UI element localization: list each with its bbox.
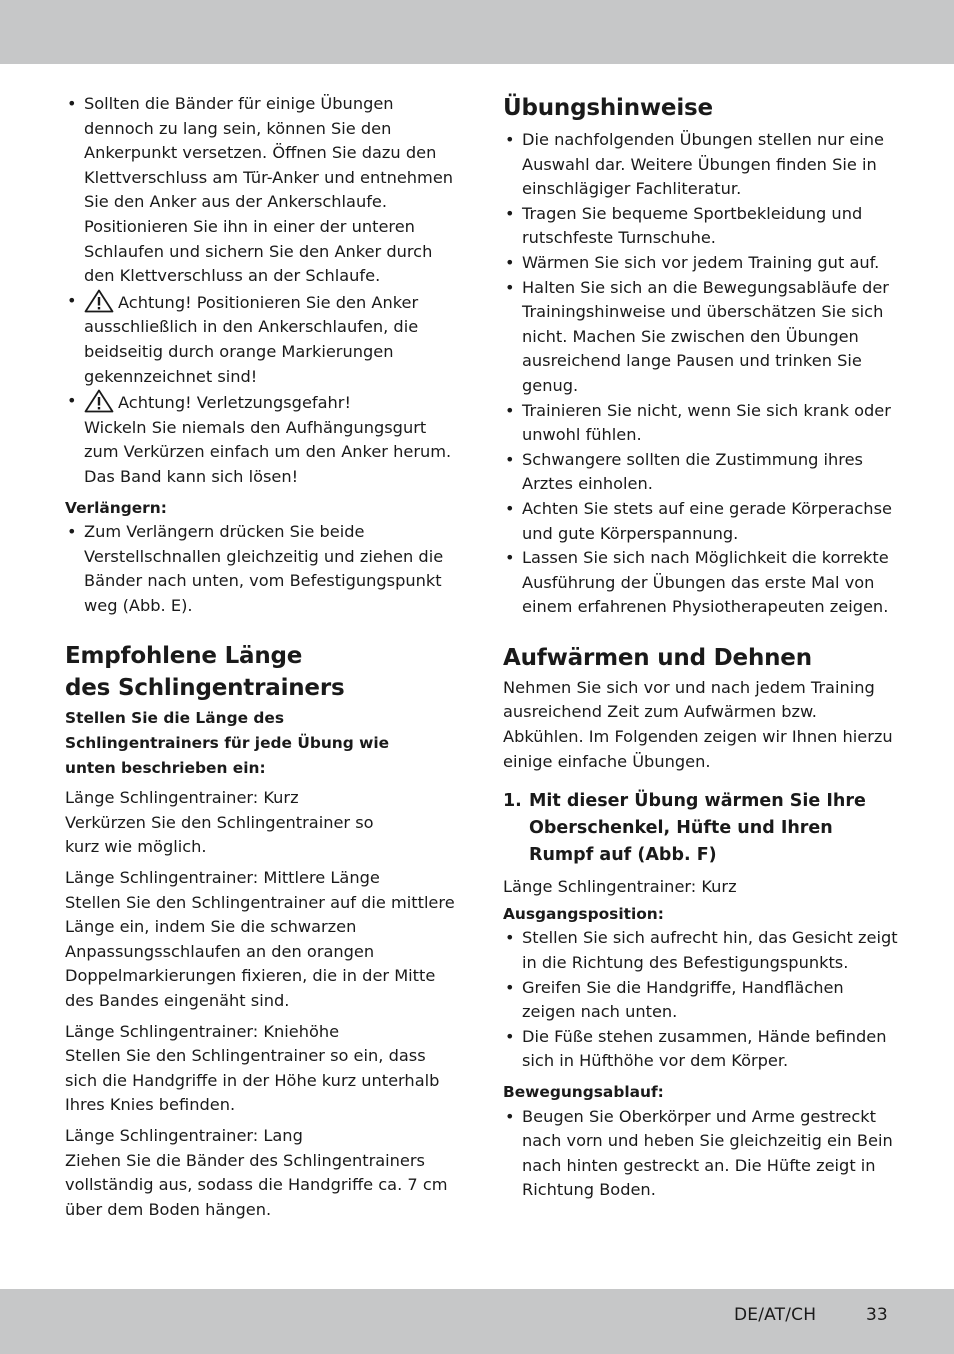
list-item: • Tragen Sie bequeme Sportbekleidung und rutschfeste Turnschuhe. xyxy=(503,202,898,251)
left-column xyxy=(65,92,460,1222)
warning-text-line1: Achtung! Verletzungsgefahr! xyxy=(118,393,351,413)
list-item: • Wärmen Sie sich vor jedem Training gut auf. xyxy=(503,251,898,276)
section-title-warmup: Aufwärmen und Dehnen xyxy=(503,644,812,671)
extend-heading: Verlängern: xyxy=(65,498,167,517)
length-text: Stellen Sie den Schlingentrainer so ein, dass sich die Handgriffe in der Höhe kurz unterhalb Ihres Knies befinden. xyxy=(65,1046,440,1115)
length-text: Ziehen Sie die Bänder des Schlingentrainers vollständig aus, sodass die Handgriffe ca. 7 cm über dem Boden hängen. xyxy=(65,1150,448,1219)
anchor-bullets xyxy=(65,92,460,490)
section-title-line2: des Schlingentrainers xyxy=(65,675,345,702)
section-title-length xyxy=(65,640,460,704)
warning-text-rest: Wickeln Sie niemals den Aufhängungsgurt zum Verkürzen einfach um den Anker herum. Das Band kann sich lösen! xyxy=(84,417,452,486)
exercise-number: 1. xyxy=(503,791,522,812)
exercise-title: Mit dieser Übung wärmen Sie Ihre Oberschenkel, Hüfte und Ihren Rumpf auf (Abb. F) xyxy=(529,791,866,866)
extend-bullets xyxy=(65,520,460,618)
list-item: • Halten Sie sich an die Bewegungsabläufe der Trainingshinweise und überschätzen Sie sich nicht. Machen Sie zwischen den Übungen ausreichend lange Pausen und trinken Sie genug. xyxy=(503,276,898,399)
section-title-line1: Empfohlene Länge xyxy=(65,643,303,670)
list-item: • Die Füße stehen zusammen, Hände befinden sich in Hüfthöhe vor dem Körper. xyxy=(503,1025,898,1074)
list-item: • Zum Verlängern drücken Sie beide Verstellschnallen gleichzeitig und ziehen die Bänder nach unten, vom Befestigungspunkt weg (Abb. E). xyxy=(65,520,460,618)
length-label: Länge Schlingentrainer: Lang xyxy=(65,1125,303,1145)
header-band xyxy=(0,0,954,64)
right-column xyxy=(503,92,898,1203)
exercise-length: Länge Schlingentrainer: Kurz xyxy=(503,877,737,897)
list-item: • Sollten die Bänder für einige Übungen dennoch zu lang sein, können Sie den Ankerpunkt versetzen. Öffnen Sie dazu den Klettverschluss am Tür-Anker und entnehmen Sie den Anker aus der Ankerschlaufe. Positionieren Sie ihn in einer der unteren Schlaufen und sichern Sie den Anker durch den Klettverschluss an der Schlaufe. xyxy=(65,92,460,289)
movement-list xyxy=(503,1105,898,1203)
warning-triangle-icon xyxy=(84,289,114,313)
hints-list xyxy=(503,128,898,620)
warning-item-injury xyxy=(65,389,460,489)
length-text: Stellen Sie den Schlingentrainer auf die mittlere Länge ein, indem Sie die schwarzen Anpassungsschlaufen an den orangen Doppelmarkierungen fixieren, die in der Mitte des Bandes eingenäht sind. xyxy=(65,892,455,1010)
list-item: • Schwangere sollten die Zustimmung ihres Arztes einholen. xyxy=(503,448,898,497)
page-number: 33 xyxy=(866,1305,888,1325)
warmup-paragraph: Nehmen Sie sich vor und nach jedem Training ausreichend Zeit zum Aufwärmen bzw. Abkühlen. Im Folgenden zeigen wir Ihnen hierzu einige einfache Übungen. xyxy=(503,677,893,771)
length-label: Länge Schlingentrainer: Kniehöhe xyxy=(65,1021,340,1041)
list-item: • Lassen Sie sich nach Möglichkeit die korrekte Ausführung der Übungen das erste Mal von einem erfahrenen Physiotherapeuten zeigen. xyxy=(503,546,898,620)
warning-text-line1: Achtung! Positionieren Sie den Anker xyxy=(118,292,419,312)
warning-triangle-icon xyxy=(84,389,114,413)
length-text: Verkürzen Sie den Schlingentrainer so kurz wie möglich. xyxy=(65,812,374,857)
length-instruction: Stellen Sie die Länge des Schlingentrainers für jede Übung wie unten beschrieben ein: xyxy=(65,709,390,777)
warning-text-rest: ausschließlich in den Ankerschlaufen, die beidseitig durch orange Markierungen gekennzeichnet sind! xyxy=(84,317,419,386)
start-position-list xyxy=(503,926,898,1074)
start-position-heading: Ausgangsposition: xyxy=(503,904,664,923)
warning-item-anchor xyxy=(65,289,460,389)
list-item: • Beugen Sie Oberkörper und Arme gestreckt nach vorn und heben Sie gleichzeitig ein Bein nach hinten gestreckt an. Die Hüfte zeigt in Richtung Boden. xyxy=(503,1105,898,1203)
exercise-heading xyxy=(503,788,898,869)
movement-heading: Bewegungsablauf: xyxy=(503,1083,664,1101)
list-item: • Greifen Sie die Handgriffe, Handflächen zeigen nach unten. xyxy=(503,976,898,1025)
length-label: Länge Schlingentrainer: Mittlere Länge xyxy=(65,868,380,888)
list-item: • Die nachfolgenden Übungen stellen nur eine Auswahl dar. Weitere Übungen finden Sie in einschlägiger Fachliteratur. xyxy=(503,128,898,202)
list-item: • Achten Sie stets auf eine gerade Körperachse und gute Körperspannung. xyxy=(503,497,898,546)
length-label: Länge Schlingentrainer: Kurz xyxy=(65,788,299,808)
list-item: • Stellen Sie sich aufrecht hin, das Gesicht zeigt in die Richtung des Befestigungspunkts. xyxy=(503,926,898,975)
list-item: • Trainieren Sie nicht, wenn Sie sich krank oder unwohl fühlen. xyxy=(503,399,898,448)
footer-region: DE/AT/CH xyxy=(734,1305,817,1325)
section-title-hints: Übungshinweise xyxy=(503,95,713,121)
